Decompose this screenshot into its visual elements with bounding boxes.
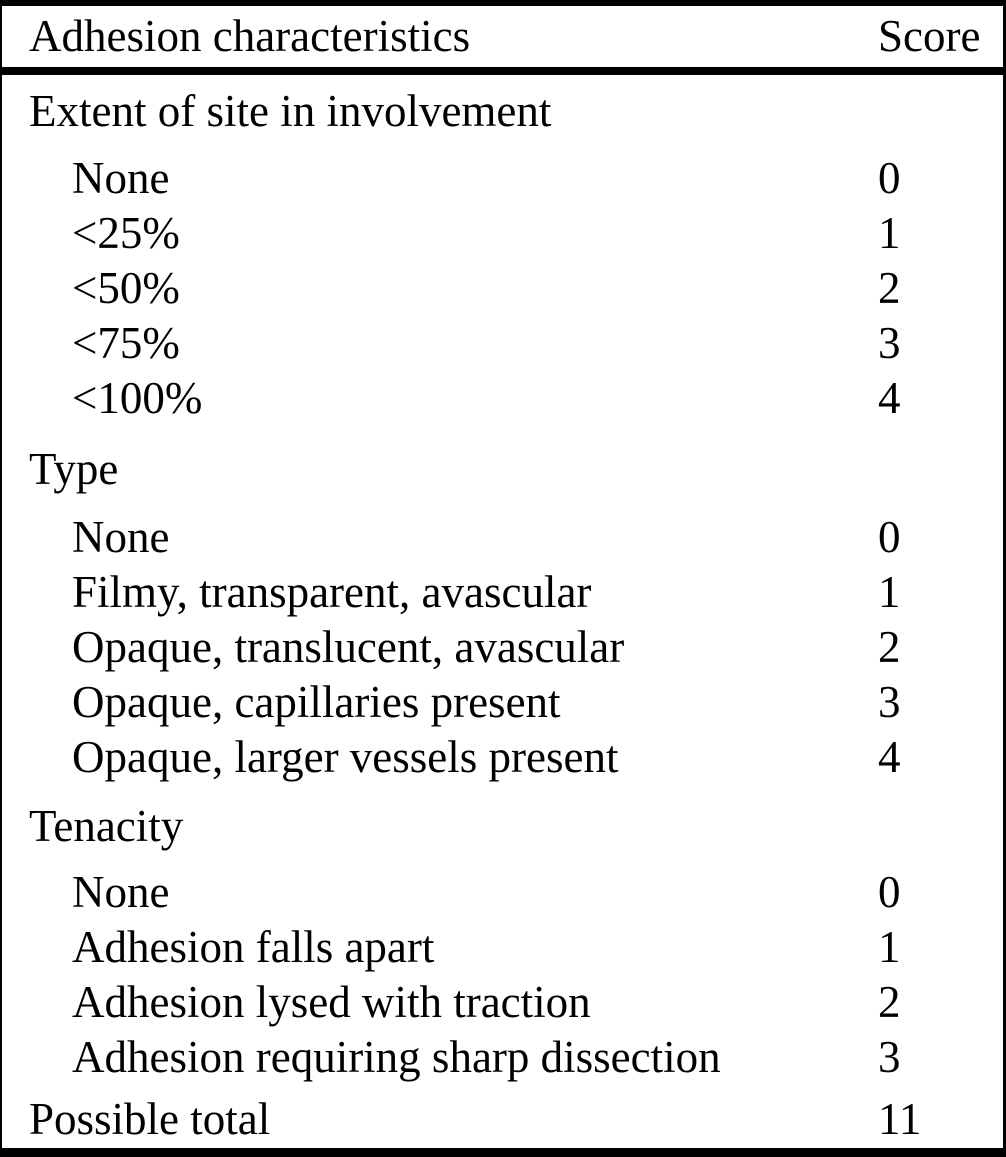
row-label: <25% — [72, 208, 180, 258]
row-score: 3 — [878, 318, 901, 368]
row-label: Opaque, translucent, avascular — [72, 622, 625, 672]
row-score: 1 — [878, 208, 901, 258]
row-label: <50% — [72, 263, 180, 313]
table-header-row — [2, 6, 1003, 75]
row-label: <75% — [72, 318, 180, 368]
row-score: 1 — [878, 922, 901, 972]
table-row — [2, 510, 1003, 565]
table-row — [2, 730, 1003, 785]
row-score: 0 — [878, 512, 901, 562]
row-score: 2 — [878, 263, 901, 313]
table-row — [2, 920, 1003, 975]
row-score: 3 — [878, 1032, 901, 1082]
row-label: Adhesion falls apart — [72, 922, 435, 972]
row-label: None — [72, 512, 170, 562]
row-label: None — [72, 153, 170, 203]
row-label: Adhesion lysed with traction — [72, 977, 591, 1027]
table-row — [2, 206, 1003, 261]
column-header-score: Score — [878, 11, 981, 61]
table-row — [2, 261, 1003, 316]
possible-total-row — [2, 1092, 1003, 1147]
table-row — [2, 1030, 1003, 1085]
row-label: None — [72, 867, 170, 917]
section-header-extent-of-site: Extent of site in involvement — [29, 86, 552, 136]
table-row — [2, 865, 1003, 920]
section-rows-tenacity — [2, 865, 1003, 1085]
table-row — [2, 371, 1003, 426]
section-header-tenacity: Tenacity — [29, 801, 184, 851]
section-rows-extent — [2, 151, 1003, 426]
table-row — [2, 565, 1003, 620]
table-row — [2, 151, 1003, 206]
row-score: 1 — [878, 567, 901, 617]
row-label: Adhesion requiring sharp dissection — [72, 1032, 721, 1082]
row-label: <100% — [72, 373, 203, 423]
row-score: 2 — [878, 622, 901, 672]
row-score: 2 — [878, 977, 901, 1027]
table-row — [2, 675, 1003, 730]
row-label: Opaque, larger vessels present — [72, 732, 619, 782]
possible-total-label: Possible total — [29, 1094, 271, 1144]
row-score: 3 — [878, 677, 901, 727]
possible-total-score: 11 — [878, 1094, 922, 1144]
table-row — [2, 975, 1003, 1030]
row-score: 0 — [878, 153, 901, 203]
row-score: 4 — [878, 373, 901, 423]
section-rows-type — [2, 510, 1003, 785]
section-header-type: Type — [29, 444, 119, 494]
row-score: 0 — [878, 867, 901, 917]
row-score: 4 — [878, 732, 901, 782]
column-header-adhesion-characteristics: Adhesion characteristics — [29, 11, 471, 61]
table-row — [2, 316, 1003, 371]
row-label: Opaque, capillaries present — [72, 677, 561, 727]
table-row — [2, 620, 1003, 675]
row-label: Filmy, transparent, avascular — [72, 567, 592, 617]
